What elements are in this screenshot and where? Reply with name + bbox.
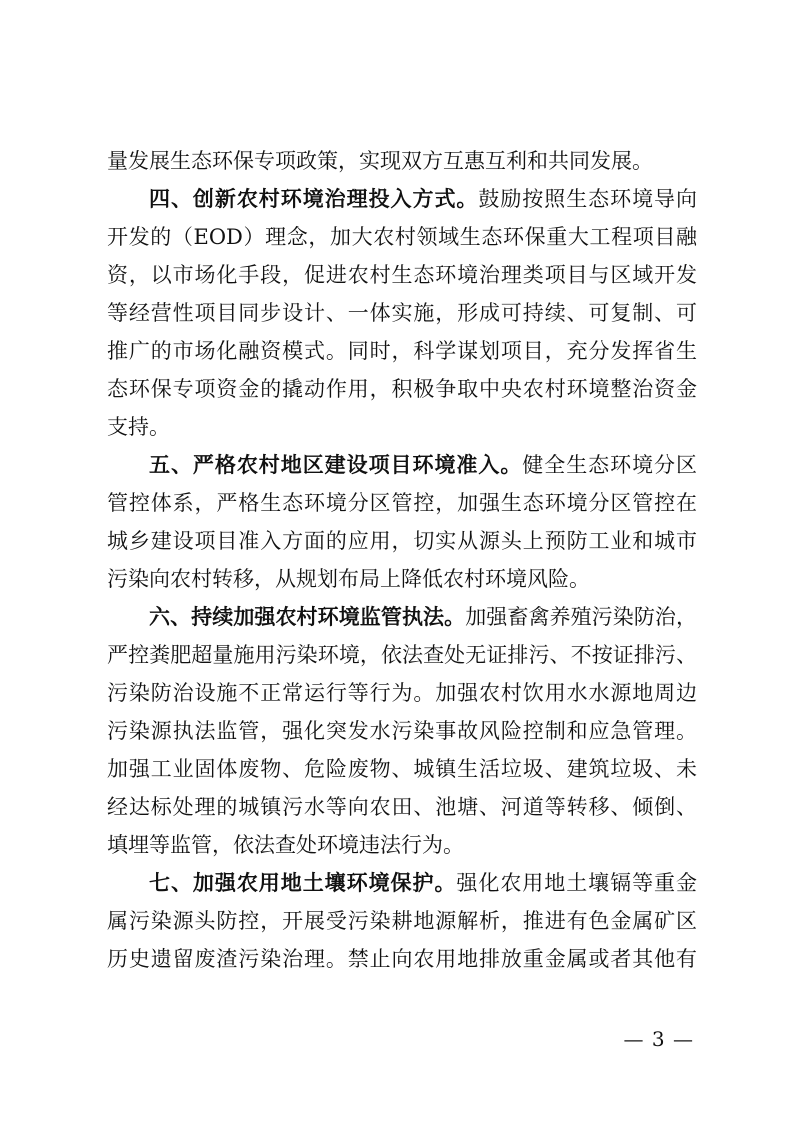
line-text: 加强畜禽养殖污染防治， bbox=[465, 605, 698, 629]
line-text: 开发的（EOD）理念，加大农村领域生态环保重大工程项目融 bbox=[107, 225, 697, 249]
text-line bbox=[107, 294, 697, 332]
page-number: — 3 — bbox=[623, 1027, 694, 1051]
line-text: 污染防治设施不正常运行等行为。加强农村饮用水水源地周边 bbox=[107, 681, 697, 705]
line-text: 态环保专项资金的撬动作用，积极争取中央农村环境整治资金 bbox=[107, 377, 697, 401]
text-line bbox=[107, 712, 697, 750]
line-text: 管控体系，严格生态环境分区管控，加强生态环境分区管控在 bbox=[107, 491, 697, 515]
section-heading-4: 四、创新农村环境治理投入方式。 bbox=[149, 187, 479, 211]
line-text: 历史遗留废渣污染治理。禁止向农用地排放重金属或者其他有 bbox=[107, 947, 697, 971]
text-line bbox=[107, 902, 697, 940]
line-text: 严控粪肥超量施用污染环境，依法查处无证排污、不按证排污、 bbox=[107, 643, 697, 667]
line-text: 强化农用地土壤镉等重金 bbox=[456, 871, 698, 895]
text-line bbox=[107, 750, 697, 788]
line-text: 污染源执法监管，强化突发水污染事故风险控制和应急管理。 bbox=[107, 719, 697, 743]
line-text: 填埋等监管，依法查处环境违法行为。 bbox=[107, 833, 464, 857]
line-text: 支持。 bbox=[107, 415, 170, 439]
line-text: 加强工业固体废物、危险废物、城镇生活垃圾、建筑垃圾、未 bbox=[107, 757, 697, 781]
line-text: 资，以市场化手段，促进农村生态环境治理类项目与区域开发 bbox=[107, 263, 697, 287]
line-text: 等经营性项目同步设计、一体实施，形成可持续、可复制、可 bbox=[107, 301, 697, 325]
text-line bbox=[107, 142, 697, 180]
section-heading-7: 七、加强农用地土壤环境保护。 bbox=[149, 871, 457, 895]
line-text: 量发展生态环保专项政策，实现双方互惠互利和共同发展。 bbox=[107, 149, 653, 173]
text-line bbox=[107, 674, 697, 712]
line-text: 属污染源头防控，开展受污染耕地源解析，推进有色金属矿区 bbox=[107, 909, 697, 933]
text-line bbox=[107, 408, 697, 446]
line-text: 健全生态环境分区 bbox=[522, 453, 698, 477]
paragraph-4-first-line bbox=[107, 180, 697, 218]
line-text: 污染向农村转移，从规划布局上降低农村环境风险。 bbox=[107, 567, 590, 591]
section-heading-5: 五、严格农村地区建设项目环境准入。 bbox=[149, 453, 523, 477]
paragraph-5-first-line bbox=[107, 446, 697, 484]
paragraph-6-first-line bbox=[107, 598, 697, 636]
line-text: 城乡建设项目准入方面的应用，切实从源头上预防工业和城市 bbox=[107, 529, 697, 553]
text-line bbox=[107, 826, 697, 864]
line-text: 鼓励按照生态环境导向 bbox=[478, 187, 697, 211]
section-heading-6: 六、持续加强农村环境监管执法。 bbox=[149, 605, 466, 629]
text-line bbox=[107, 788, 697, 826]
text-line bbox=[107, 218, 697, 256]
text-line bbox=[107, 332, 697, 370]
line-text: 推广的市场化融资模式。同时，科学谋划项目，充分发挥省生 bbox=[107, 339, 697, 363]
body-text bbox=[107, 142, 697, 978]
paragraph-7-first-line bbox=[107, 864, 697, 902]
text-line bbox=[107, 560, 697, 598]
text-line bbox=[107, 522, 697, 560]
text-line bbox=[107, 370, 697, 408]
text-line bbox=[107, 636, 697, 674]
line-text: 经达标处理的城镇污水等向农田、池塘、河道等转移、倾倒、 bbox=[107, 795, 697, 819]
text-line bbox=[107, 256, 697, 294]
text-line bbox=[107, 940, 697, 978]
text-line bbox=[107, 484, 697, 522]
